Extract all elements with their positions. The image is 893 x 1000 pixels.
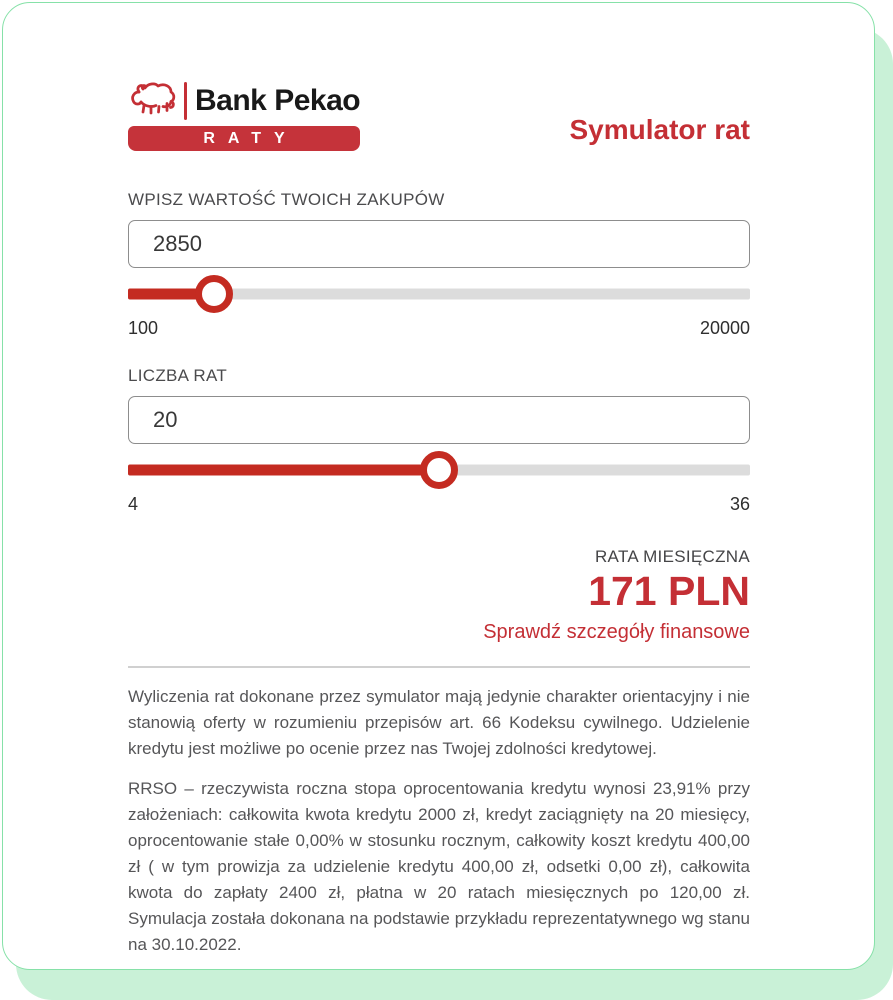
installments-range-labels	[128, 494, 750, 515]
disclaimer	[128, 684, 750, 958]
header	[128, 81, 750, 151]
brand-logo	[128, 81, 360, 151]
divider	[128, 666, 750, 668]
pekao-bison-icon	[128, 81, 178, 121]
purchase-value-label: WPISZ WARTOŚĆ TWOICH ZAKUPÓW	[128, 190, 445, 209]
purchase-value-slider[interactable]	[128, 274, 750, 314]
purchase-value-input[interactable]	[128, 220, 750, 268]
brand-divider	[184, 82, 187, 120]
installments-slider-handle[interactable]	[420, 451, 458, 489]
financial-details-link[interactable]: Sprawdź szczegóły finansowe	[483, 621, 750, 643]
installments-label: LICZBA RAT	[128, 366, 228, 385]
installments-min-label: 4	[128, 494, 139, 514]
raty-banner: RATY	[128, 126, 360, 151]
result-block	[128, 547, 750, 644]
purchase-range-labels	[128, 318, 750, 339]
installments-slider-fill	[128, 465, 439, 476]
purchase-min-label: 100	[128, 318, 159, 338]
installments-slider[interactable]	[128, 450, 750, 490]
purchase-max-label: 20000	[699, 318, 750, 338]
monthly-installment-label: RATA MIESIĘCZNA	[594, 547, 750, 566]
monthly-installment-amount: 171 PLN	[588, 568, 750, 614]
purchase-slider-handle[interactable]	[195, 275, 233, 313]
disclaimer-paragraph-1: Wyliczenia rat dokonane przez symulator mają jedynie charakter orientacyjny i nie stanowią oferty w rozumieniu przepisów art. 66 Kodeksu cywilnego. Udzielenie kredytu jest możliwe po ocenie przez nas Twojej zdolności kredytowej.	[128, 687, 750, 758]
brand-logo-top	[128, 81, 360, 121]
simulator-card	[2, 2, 875, 970]
installments-max-label: 36	[729, 494, 750, 514]
disclaimer-paragraph-2: RRSO – rzeczywista roczna stopa oprocentowania kredytu wynosi 23,91% przy założeniach: całkowita kwota kredytu 2000 zł, kredyt zaciągnięty na 20 miesięcy, oprocentowanie stałe 0,00% w stosunku rocznym, całkowity koszt kredytu 400,00 zł ( w tym prowizja za udzielenie kredytu 400,00 zł, odsetki 0,00 zł), całkowita kwota do zapłaty 2400 zł, płatna w 20 ratach miesięcznych po 120,00 zł. Symulacja została dokonana na podstawie przykładu reprezentatywnego wg stanu na 30.10.2022.	[128, 779, 750, 954]
page-title: Symulator rat	[569, 114, 750, 145]
brand-name: Bank Pekao	[195, 84, 361, 117]
installments-input[interactable]	[128, 396, 750, 444]
